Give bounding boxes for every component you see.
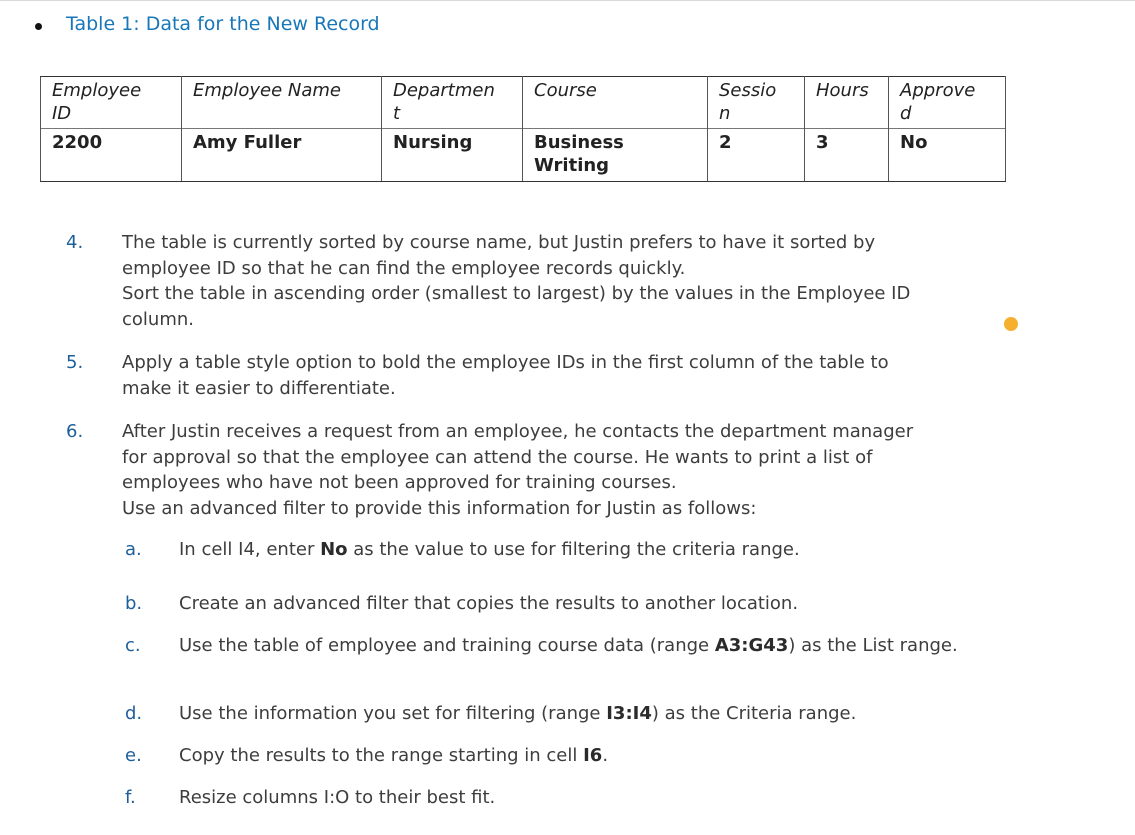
bullet-icon bbox=[35, 23, 42, 30]
substep-text: In cell I4, enter No as the value to use for filtering the criteria range. bbox=[179, 539, 800, 560]
substep-c bbox=[125, 633, 1005, 659]
step-text: The table is currently sorted by course name, but Justin prefers to have it sorted by employee ID so that he can find the employee records quickly. Sort the table in ascending order (smallest to largest) by the values in the Employee ID column. bbox=[122, 232, 911, 330]
substep-letter: b. bbox=[125, 593, 143, 614]
table-row bbox=[41, 129, 1006, 182]
header-cell: Departmen t bbox=[382, 77, 523, 129]
table-cell: 2200 bbox=[41, 129, 182, 182]
table-header-row bbox=[41, 77, 1006, 129]
table-cell: 2 bbox=[708, 129, 805, 182]
step-4 bbox=[66, 230, 1026, 332]
substep-letter: d. bbox=[125, 703, 143, 724]
substep-e bbox=[125, 743, 1005, 769]
substep-f bbox=[125, 785, 1005, 811]
substep-letter: f. bbox=[125, 787, 136, 808]
substep-text: Use the table of employee and training course data (range A3:G43) as the List range. bbox=[179, 635, 958, 656]
step-number: 6. bbox=[66, 421, 84, 442]
table-cell: Amy Fuller bbox=[182, 129, 382, 182]
table-cell: Business Writing bbox=[523, 129, 708, 182]
header-cell: Employee Name bbox=[182, 77, 382, 129]
substep-d bbox=[125, 701, 1005, 727]
header-cell: Course bbox=[523, 77, 708, 129]
step-text: After Justin receives a request from an employee, he contacts the department manager for approval so that the employee can attend the course. He wants to print a list of employees who have not been approved for training courses. Use an advanced filter to provide this information for Justin as follows: bbox=[122, 421, 914, 519]
table-cell: No bbox=[889, 129, 1006, 182]
substep-text: Resize columns I:O to their best fit. bbox=[179, 787, 496, 808]
substep-b bbox=[125, 591, 1005, 617]
table-cell: Nursing bbox=[382, 129, 523, 182]
substep-text: Copy the results to the range starting in cell I6. bbox=[179, 745, 609, 766]
header-cell: Sessio n bbox=[708, 77, 805, 129]
substep-letter: e. bbox=[125, 745, 142, 766]
header-cell: Hours bbox=[805, 77, 889, 129]
step-text: Apply a table style option to bold the employee IDs in the first column of the table to make it easier to differentiate. bbox=[122, 352, 889, 399]
substep-letter: c. bbox=[125, 635, 141, 656]
step-6 bbox=[66, 419, 1026, 521]
table-caption: Table 1: Data for the New Record bbox=[66, 13, 380, 35]
substep-a bbox=[125, 537, 1005, 563]
progress-marker-dot[interactable] bbox=[1004, 317, 1018, 331]
top-divider bbox=[0, 0, 1135, 1]
new-record-table bbox=[40, 76, 1006, 182]
substep-letter: a. bbox=[125, 539, 142, 560]
header-cell: Employee ID bbox=[41, 77, 182, 129]
substep-text: Create an advanced filter that copies the results to another location. bbox=[179, 593, 799, 614]
step-number: 4. bbox=[66, 232, 84, 253]
step-5 bbox=[66, 350, 1026, 401]
table-cell: 3 bbox=[805, 129, 889, 182]
substep-text: Use the information you set for filtering (range I3:I4) as the Criteria range. bbox=[179, 703, 857, 724]
header-cell: Approve d bbox=[889, 77, 1006, 129]
step-number: 5. bbox=[66, 352, 84, 373]
